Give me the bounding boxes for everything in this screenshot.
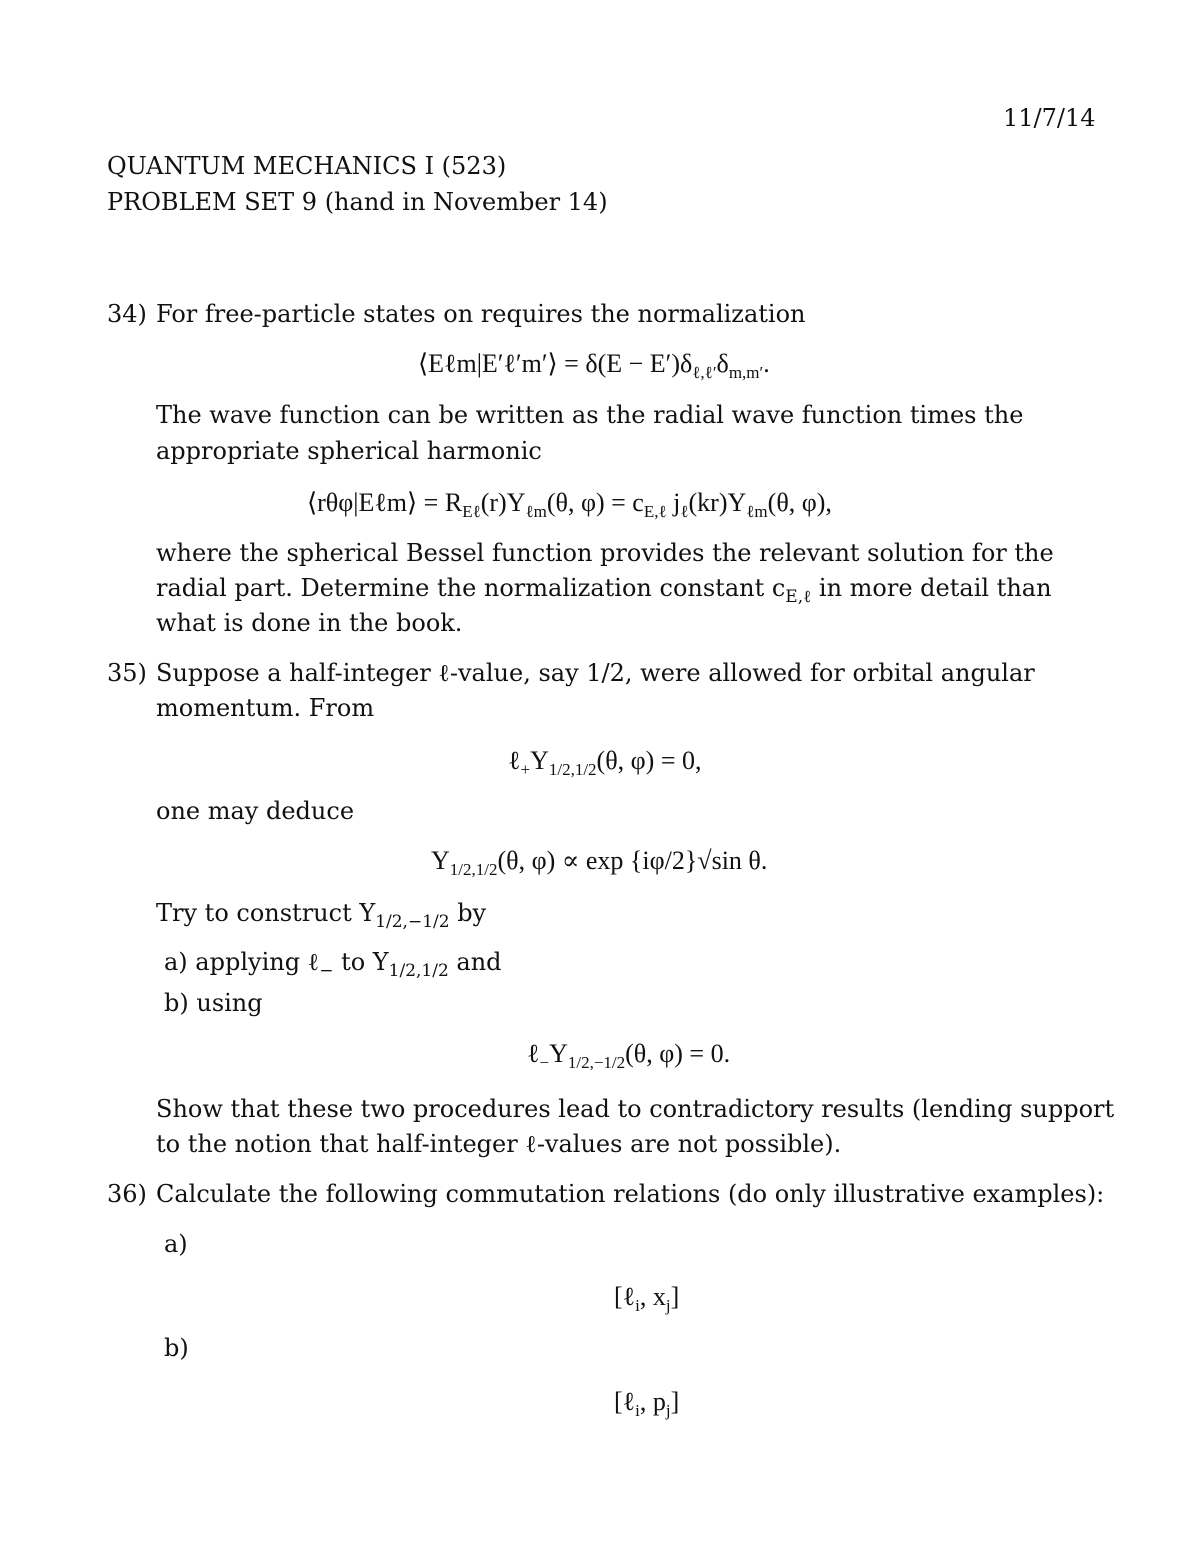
problem-34-text: appropriate spherical harmonic: [156, 437, 542, 465]
problem-36-part-a: a): [164, 1230, 188, 1258]
wave-function-equation: ⟨rθφ|Eℓm⟩ = $R_{E\ell}(r)Y_{\ell m}(\theta$, $\varphi) = c_{E,\ell}$ $j_\ell(kr)Y_{\ell m}(\theta$, φ),: [307, 488, 832, 522]
problem-35-number: 35): [107, 659, 147, 687]
problem-34-text: radial part. Determine the normalization constant $c_{E,\ell}$ in more detail than: [156, 574, 1052, 607]
problem-35-part-b: b) using: [164, 989, 263, 1017]
problem-35-text: Show that these two procedures lead to contradictory results (lending support: [156, 1095, 1115, 1123]
problem-36-part-b: b): [164, 1334, 189, 1362]
problem-35-text: to the notion that half-integer ℓ-values are not possible).: [156, 1130, 842, 1158]
commutator-l-x: [ℓ$_i$, $x_j$]: [614, 1282, 680, 1316]
problem-36-text: Calculate the following commutation relations (do only illustrative examples):: [156, 1180, 1105, 1208]
problem-35-text: one may deduce: [156, 797, 355, 825]
problem-34-text: The wave function can be written as the radial wave function times the: [156, 401, 1024, 429]
problem-35-text: Try to construct $Y_{1/2,-1/2}$ by: [156, 899, 487, 932]
problem-35-text: momentum. From: [156, 694, 375, 722]
commutator-l-p: [ℓ$_i$, $p_j$]: [614, 1387, 680, 1421]
lowering-operator-equation: $\ell_-Y_{1/2,-1/2}(\theta$, φ) = 0.: [527, 1039, 731, 1073]
course-title: QUANTUM MECHANICS I (523): [107, 152, 507, 180]
date: 11/7/14: [1003, 104, 1096, 132]
problem-36-number: 36): [107, 1180, 147, 1208]
problem-34-text: what is done in the book.: [156, 609, 463, 637]
normalization-equation: ⟨Eℓm|E′ℓ′m′⟩ = $\delta(E - E')\delta_{\ell,\ell'}\delta_{m,m'}$.: [418, 349, 770, 383]
problem-34-text: For free-particle states on requires the normalization: [156, 300, 806, 328]
deduced-harmonic-equation: $Y_{1/2,1/2}(\theta$, φ) ∝ exp {iφ/2}√sin θ.: [431, 846, 768, 880]
problem-35-part-a: a) applying ℓ$_-$ to $Y_{1/2,1/2}$ and: [164, 948, 502, 981]
problem-set-title: PROBLEM SET 9 (hand in November 14): [107, 188, 608, 216]
problem-34-number: 34): [107, 300, 147, 328]
raising-operator-equation: $\ell_+Y_{1/2,1/2}(\theta$, φ) = 0,: [508, 746, 702, 780]
problem-35-text: Suppose a half-integer ℓ-value, say 1/2, were allowed for orbital angular: [156, 659, 1035, 687]
problem-34-text: where the spherical Bessel function provides the relevant solution for the: [156, 539, 1054, 567]
